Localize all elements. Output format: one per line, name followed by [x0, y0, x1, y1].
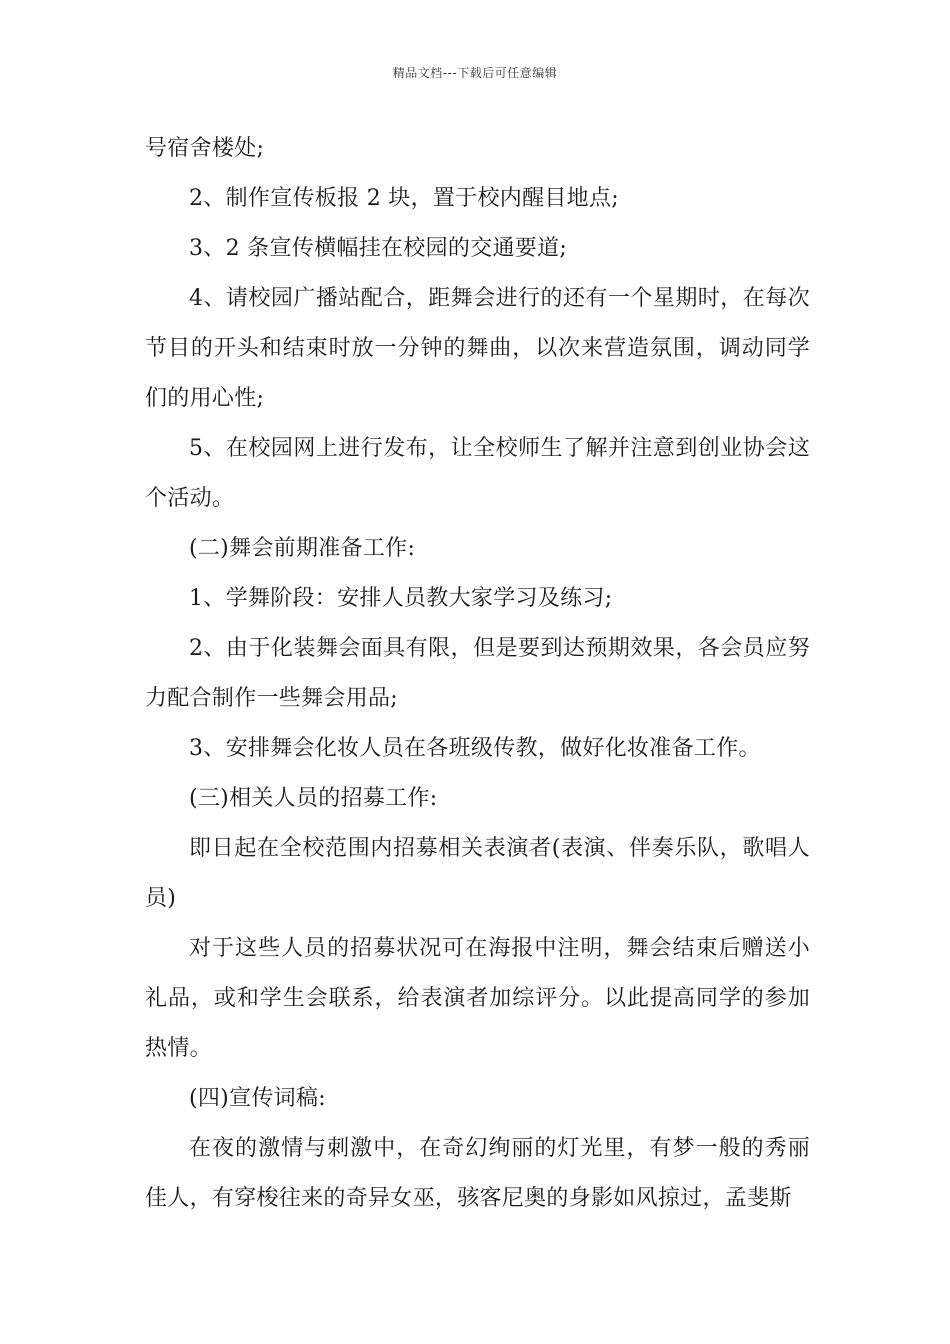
paragraph: 对于这些人员的招募状况可在海报中注明，舞会结束后赠送小礼品，或和学生会联系，给表演者加综评分。以此提高同学的参加热情。 — [145, 936, 810, 1061]
section-heading: (三)相关人员的招募工作: — [189, 786, 438, 811]
paragraph: 2、制作宣传板报 2 块，置于校内醒目地点; — [189, 186, 619, 211]
document-body — [145, 124, 810, 1224]
paragraph: 2、由于化装舞会面具有限，但是要到达预期效果，各会员应努力配合制作一些舞会用品; — [145, 636, 810, 711]
paragraph: 在夜的激情与刺激中，在奇幻绚丽的灯光里，有梦一般的秀丽佳人，有穿梭往来的奇异女巫，骇客尼奥的身影如风掠过，孟斐斯 — [145, 1136, 810, 1211]
paragraph: 4、请校园广播站配合，距舞会进行的还有一个星期时，在每次节目的开头和结束时放一分钟的舞曲，以次来营造氛围，调动同学们的用心性; — [145, 286, 810, 411]
page-header: 精品文档---下载后可任意编辑 — [392, 66, 558, 80]
paragraph: 号宿舍楼处; — [145, 136, 265, 161]
paragraph: 5、在校园网上进行发布，让全校师生了解并注意到创业协会这个活动。 — [145, 436, 810, 511]
section-heading: (四)宣传词稿: — [189, 1086, 326, 1111]
paragraph: 3、2 条宣传横幅挂在校园的交通要道; — [189, 236, 568, 261]
paragraph: 1、学舞阶段：安排人员教大家学习及练习; — [189, 586, 613, 611]
section-heading: (二)舞会前期准备工作: — [189, 536, 416, 561]
paragraph: 3、安排舞会化妆人员在各班级传教，做好化妆准备工作。 — [189, 736, 761, 761]
paragraph: 即日起在全校范围内招募相关表演者(表演、伴奏乐队，歌唱人员) — [145, 836, 810, 911]
